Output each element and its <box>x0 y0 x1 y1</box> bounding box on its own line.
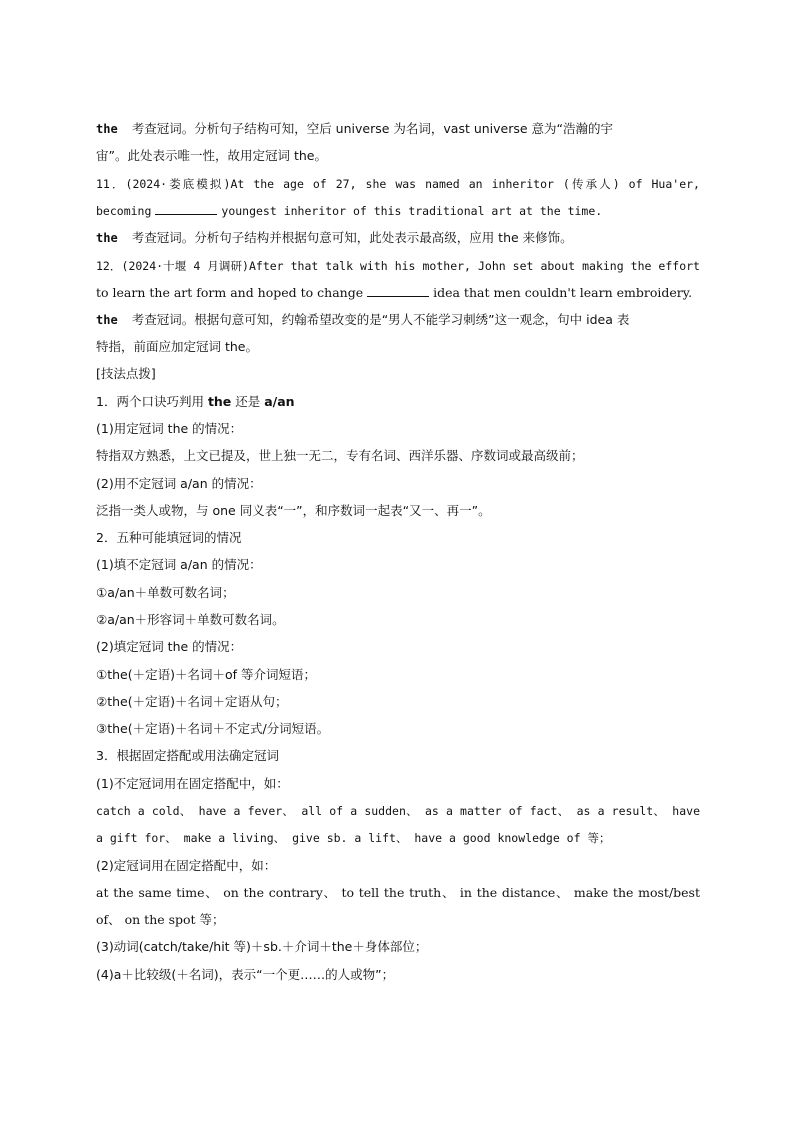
section-2-sub-1-a: ①a/an＋单数可数名词； <box>96 585 235 600</box>
section-2-sub-2-b: ②the(＋定语)＋名词＋定语从句； <box>96 694 288 709</box>
section-3-sub-2: (2)定冠词用在固定搭配中，如： <box>96 858 277 873</box>
section-3-sub-3: (3)动词(catch/take/hit 等)＋sb.＋介词＋the＋身体部位； <box>96 939 428 954</box>
question-text: After that talk with his mother, John set about making the effort <box>248 259 700 273</box>
section-3-sub-1: (1)不定冠词用在固定搭配中，如： <box>96 776 289 791</box>
answer-blank[interactable] <box>367 286 429 297</box>
question-11-line-2: becoming youngest inheritor of this traditional art at the time. <box>96 204 603 218</box>
section-2-sub-1-b: ②a/an＋形容词＋单数可数名词。 <box>96 612 285 627</box>
section-1-sub-2-text: 泛指一类人或物，与 one 同义表“一”，和序数词一起表“又一、再一”。 <box>96 503 491 518</box>
section-1-sub-2: (2)用不定冠词 a/an 的情况： <box>96 476 262 491</box>
answer: the <box>96 313 118 327</box>
section-3-sub-4: (4)a＋比较级(＋名词)，表示“一个更……的人或物”； <box>96 967 395 982</box>
section-2-sub-2-c: ③the(＋定语)＋名词＋不定式/分词短语。 <box>96 721 330 736</box>
section-1-sub-1: (1)用定冠词 the 的情况： <box>96 421 243 436</box>
item-10-expl-line-2: 宙”。此处表示唯一性，故用定冠词 the。 <box>96 148 327 163</box>
section-3-sub-1-line-1: catch a cold、 have a fever、 all of a sudden、 as a matter of fact、 as a result、 have <box>96 804 700 818</box>
section-2-sub-1: (1)填不定冠词 a/an 的情况： <box>96 557 262 572</box>
item-11-expl-line-1 <box>96 228 700 248</box>
answer: the <box>96 122 118 136</box>
explanation: 考查冠词。根据句意可知，约翰希望改变的是“男人不能学习刺绣”这一观念，句中 idea 表 <box>131 312 630 327</box>
section-2-sub-2: (2)填定冠词 the 的情况： <box>96 639 243 654</box>
item-10-expl-line-1 <box>96 119 700 139</box>
tips-heading: [技法点拨] <box>96 366 156 381</box>
answer: the <box>96 231 118 245</box>
question-text: At the age of 27, she was named an inheritor (传承人) of Hua'er, <box>230 177 700 191</box>
question-number: 12． <box>96 259 122 273</box>
explanation: 考查冠词。分析句子结构并根据句意可知，此处表示最高级，应用 the 来修饰。 <box>131 230 573 245</box>
item-12-expl-line-1 <box>96 310 700 330</box>
section-2-sub-2-a: ①the(＋定语)＋名词＋of 等介词短语； <box>96 667 316 682</box>
section-1-sub-1-text: 特指双方熟悉，上文已提及，世上独一无二，专有名词、西洋乐器、序数词或最高级前； <box>96 448 584 463</box>
section-3-sub-1-line-2: a gift for、 make a living、 give sb. a lift、 have a good knowledge of 等； <box>96 831 611 845</box>
section-3-sub-2-line-2: of、 on the spot 等； <box>96 912 225 927</box>
section-3-sub-2-line-1: at the same time、 on the contrary、 to tell the truth、 in the distance、 make the most/best <box>96 885 700 900</box>
question-source: (2024·娄底模拟) <box>125 177 231 191</box>
section-3-title: 3．根据固定搭配或用法确定冠词 <box>96 748 279 763</box>
item-12-expl-line-2: 特指，前面应加定冠词 the。 <box>96 339 258 354</box>
question-number: 11． <box>96 177 126 191</box>
question-source: (2024·十堰 4 月调研) <box>121 259 249 273</box>
question-11-line-1 <box>96 174 700 194</box>
question-12-line-2: to learn the art form and hoped to change idea that men couldn't learn embroidery. <box>96 285 693 300</box>
section-1-title: 1．两个口诀巧判用 the 还是 a/an <box>96 394 295 409</box>
question-12-line-1 <box>96 256 700 276</box>
answer-blank[interactable] <box>155 204 217 215</box>
section-2-title: 2．五种可能填冠词的情况 <box>96 530 242 545</box>
explanation: 考查冠词。分析句子结构可知，空后 universe 为名词，vast universe 意为“浩瀚的宇 <box>131 121 614 136</box>
